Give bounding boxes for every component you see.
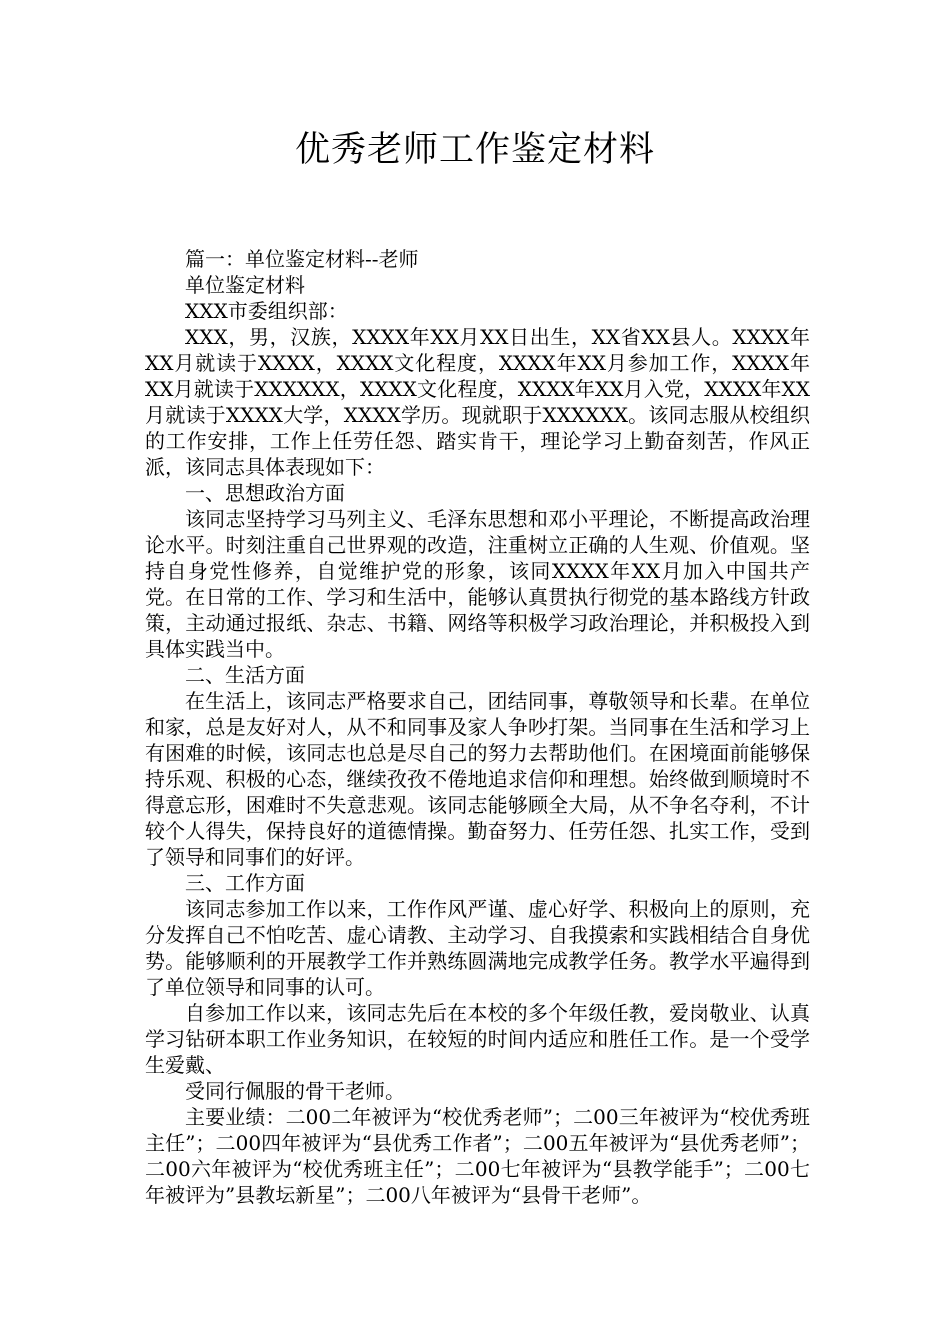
subtitle: 单位鉴定材料 <box>185 273 305 297</box>
paragraph-intro: XXX，男，汉族，XXXX年XX月XX日出生，XX省XX县人。XXXX年XX月就读于XXXX，XXXX文化程度，XXXX年XX月参加工作，XXXX年XX月就读于XXXXXX，XXXX文化程度，XXXX年XX月入党，XXXX年XX月就读于XXXX大学，XXXX学历。现就职于XXXXXX。该同志服从校组织的工作安排，工作上任劳任怨、踏实肯干，理论学习上勤奋刻苦，作风正派，该同志具体表现如下： <box>145 325 810 479</box>
document-body <box>145 246 810 1208</box>
paragraph-teaching: 自参加工作以来，该同志先后在本校的多个年级任教，爱岗敬业、认真学习钻研本职工作业务知识，在较短的时间内适应和胜任工作。是一个受学生爱戴、 <box>145 1001 810 1077</box>
page-title: 优秀老师工作鉴定材料 <box>294 130 655 170</box>
heading-work: 三、工作方面 <box>185 871 305 895</box>
paragraph-achievements: 主要业绩：二00二年被评为“校优秀老师”；二00三年被评为“校优秀班主任”；二00四年被评为“县优秀工作者”；二00五年被评为“县优秀老师”；二00六年被评为“校优秀班主任”；二00七年被评为“县教学能手”；二00七年被评为”县教坛新星”；二00八年被评为“县骨干老师”。 <box>145 1105 810 1207</box>
paragraph-politics: 该同志坚持学习马列主义、毛泽东思想和邓小平理论，不断提高政治理论水平。时刻注重自己世界观的改造，注重树立正确的人生观、价值观。坚持自身党性修养，自觉维护党的形象，该同XXXX年XX月加入中国共产党。在日常的工作、学习和生活中，能够认真贯执行彻党的基本路线方针政策，主动通过报纸、杂志、书籍、网络等积极学习政治理论，并积极投入到具体实践当中。 <box>145 507 810 661</box>
paragraph-teaching-cont: 受同行佩服的骨干老师。 <box>185 1079 405 1103</box>
paragraph-life: 在生活上，该同志严格要求自己，团结同事，尊敬领导和长辈。在单位和家，总是友好对人，从不和同事及家人争吵打架。当同事在生活和学习上有困难的时候，该同志也总是尽自己的努力去帮助他们。在困境面前能够保持乐观、积极的心态，继续孜孜不倦地追求信仰和理想。始终做到顺境时不得意忘形，困难时不失意悲观。该同志能够顾全大局，从不争名夺利，不计较个人得失，保持良好的道德情操。勤奋努力、任劳任怨、扎实工作，受到了领导和同事们的好评。 <box>145 689 810 869</box>
addressee: XXX市委组织部： <box>185 299 348 323</box>
heading-politics: 一、思想政治方面 <box>185 481 345 505</box>
paragraph-work: 该同志参加工作以来，工作作风严谨、虚心好学、积极向上的原则，充分发挥自己不怕吃苦、虚心请教、主动学习、自我摸索和实践相结合自身优势。能够顺利的开展教学工作并熟练圆满地完成教学任务。教学水平遍得到了单位领导和同事的认可。 <box>145 897 810 999</box>
section-heading: 篇一：单位鉴定材料--老师 <box>185 247 419 271</box>
heading-life: 二、生活方面 <box>185 663 305 687</box>
